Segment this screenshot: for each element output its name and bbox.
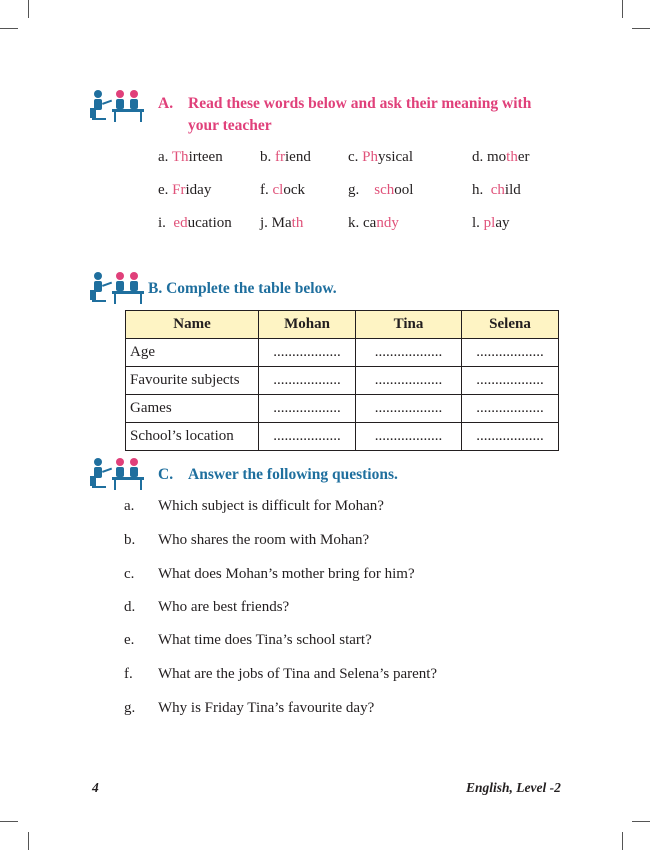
fill-blank[interactable]: .................. — [462, 339, 559, 367]
info-table — [125, 310, 559, 451]
crop-mark — [28, 0, 29, 18]
word-part: l. — [472, 215, 484, 231]
fill-blank[interactable]: .................. — [356, 367, 462, 395]
question-letter: f. — [124, 666, 133, 682]
table-row — [126, 367, 559, 395]
question-letter: b. — [124, 532, 136, 548]
question-text: Which subject is difficult for Mohan? — [158, 498, 384, 514]
highlighted-letters: Th — [171, 149, 189, 165]
highlighted-letters: ndy — [376, 215, 399, 231]
fill-blank[interactable]: .................. — [259, 339, 356, 367]
vocab-word — [260, 182, 305, 199]
section-b-heading: B. Complete the table below. — [148, 280, 337, 297]
vocab-word — [348, 149, 413, 166]
vocab-word — [472, 215, 510, 232]
word-part: g. — [348, 182, 375, 198]
crop-mark — [632, 28, 650, 29]
classroom-icon — [90, 88, 146, 124]
question-text: What are the jobs of Tina and Selena’s parent? — [158, 666, 438, 682]
word-part: irteen — [188, 149, 223, 165]
word-part: c. — [348, 149, 363, 165]
word-part: e. — [158, 182, 173, 198]
word-part: ucation — [187, 215, 232, 231]
word-part: iend — [285, 149, 311, 165]
word-part: ysical — [378, 149, 414, 165]
word-part: ild — [504, 182, 521, 198]
vocab-word — [260, 215, 303, 232]
word-part: f. — [260, 182, 273, 198]
row-label: Games — [126, 395, 259, 423]
book-title: English, Level -2 — [466, 780, 561, 795]
highlighted-letters: sch — [374, 182, 395, 198]
fill-blank[interactable]: .................. — [462, 367, 559, 395]
vocab-word — [348, 182, 413, 199]
classroom-icon — [90, 456, 146, 492]
word-part: ock — [283, 182, 305, 198]
crop-mark — [28, 832, 29, 850]
fill-blank[interactable]: .................. — [259, 395, 356, 423]
row-label: Age — [126, 339, 259, 367]
table-row — [126, 339, 559, 367]
fill-blank[interactable]: .................. — [259, 423, 356, 451]
question-letter: g. — [124, 700, 136, 716]
word-part: i. — [158, 215, 174, 231]
vocab-word — [348, 215, 399, 232]
fill-blank[interactable]: .................. — [356, 339, 462, 367]
table-header: Mohan — [259, 311, 356, 339]
highlighted-letters: th — [506, 149, 518, 165]
vocab-word — [260, 149, 311, 166]
vocab-word — [158, 149, 223, 166]
table-header: Name — [126, 311, 259, 339]
fill-blank[interactable]: .................. — [462, 395, 559, 423]
word-part: ool — [394, 182, 414, 198]
row-label: Favourite subjects — [126, 367, 259, 395]
table-header-row — [126, 311, 559, 339]
word-part: k. ca — [348, 215, 377, 231]
question-text: Who are best friends? — [158, 599, 290, 615]
classroom-icon — [90, 270, 146, 306]
table-header: Selena — [462, 311, 559, 339]
question-letter: a. — [124, 498, 135, 514]
highlighted-letters: Fr — [172, 182, 186, 198]
crop-mark — [632, 821, 650, 822]
question-text: Why is Friday Tina’s favourite day? — [158, 700, 375, 716]
question-letter: c. — [124, 566, 135, 582]
table-row — [126, 423, 559, 451]
word-part: er — [517, 149, 530, 165]
highlighted-letters: ch — [490, 182, 505, 198]
highlighted-letters: fr — [275, 149, 285, 165]
page-number: 4 — [92, 780, 99, 795]
question-text: What time does Tina’s school start? — [158, 632, 372, 648]
table-header: Tina — [356, 311, 462, 339]
vocab-word — [158, 215, 232, 232]
section-a-letter: A. — [158, 95, 174, 112]
word-part: b. — [260, 149, 275, 165]
highlighted-letters: cl — [272, 182, 284, 198]
word-part: d. mo — [472, 149, 507, 165]
question-letter: d. — [124, 599, 136, 615]
row-label: School’s location — [126, 423, 259, 451]
highlighted-letters: ed — [173, 215, 188, 231]
question-text: Who shares the room with Mohan? — [158, 532, 370, 548]
word-part: h. — [472, 182, 491, 198]
crop-mark — [0, 821, 18, 822]
crop-mark — [622, 0, 623, 18]
question-text: What does Mohan’s mother bring for him? — [158, 566, 415, 582]
table-row — [126, 395, 559, 423]
word-part: j. Ma — [260, 215, 292, 231]
highlighted-letters: pl — [483, 215, 496, 231]
crop-mark — [622, 832, 623, 850]
section-c-heading: Answer the following questions. — [188, 466, 398, 483]
fill-blank[interactable]: .................. — [356, 423, 462, 451]
vocab-word — [158, 182, 211, 199]
word-part: ay — [495, 215, 510, 231]
section-a-heading-cont: your teacher — [188, 117, 272, 134]
word-part: a. — [158, 149, 172, 165]
question-letter: e. — [124, 632, 135, 648]
highlighted-letters: th — [291, 215, 304, 231]
crop-mark — [0, 28, 18, 29]
fill-blank[interactable]: .................. — [462, 423, 559, 451]
word-part: iday — [185, 182, 212, 198]
fill-blank[interactable]: .................. — [259, 367, 356, 395]
section-c-letter: C. — [158, 466, 174, 483]
vocab-word — [472, 182, 521, 199]
vocab-word — [472, 149, 530, 166]
fill-blank[interactable]: .................. — [356, 395, 462, 423]
highlighted-letters: Ph — [362, 149, 379, 165]
section-a-heading: Read these words below and ask their meaning with — [188, 95, 532, 112]
